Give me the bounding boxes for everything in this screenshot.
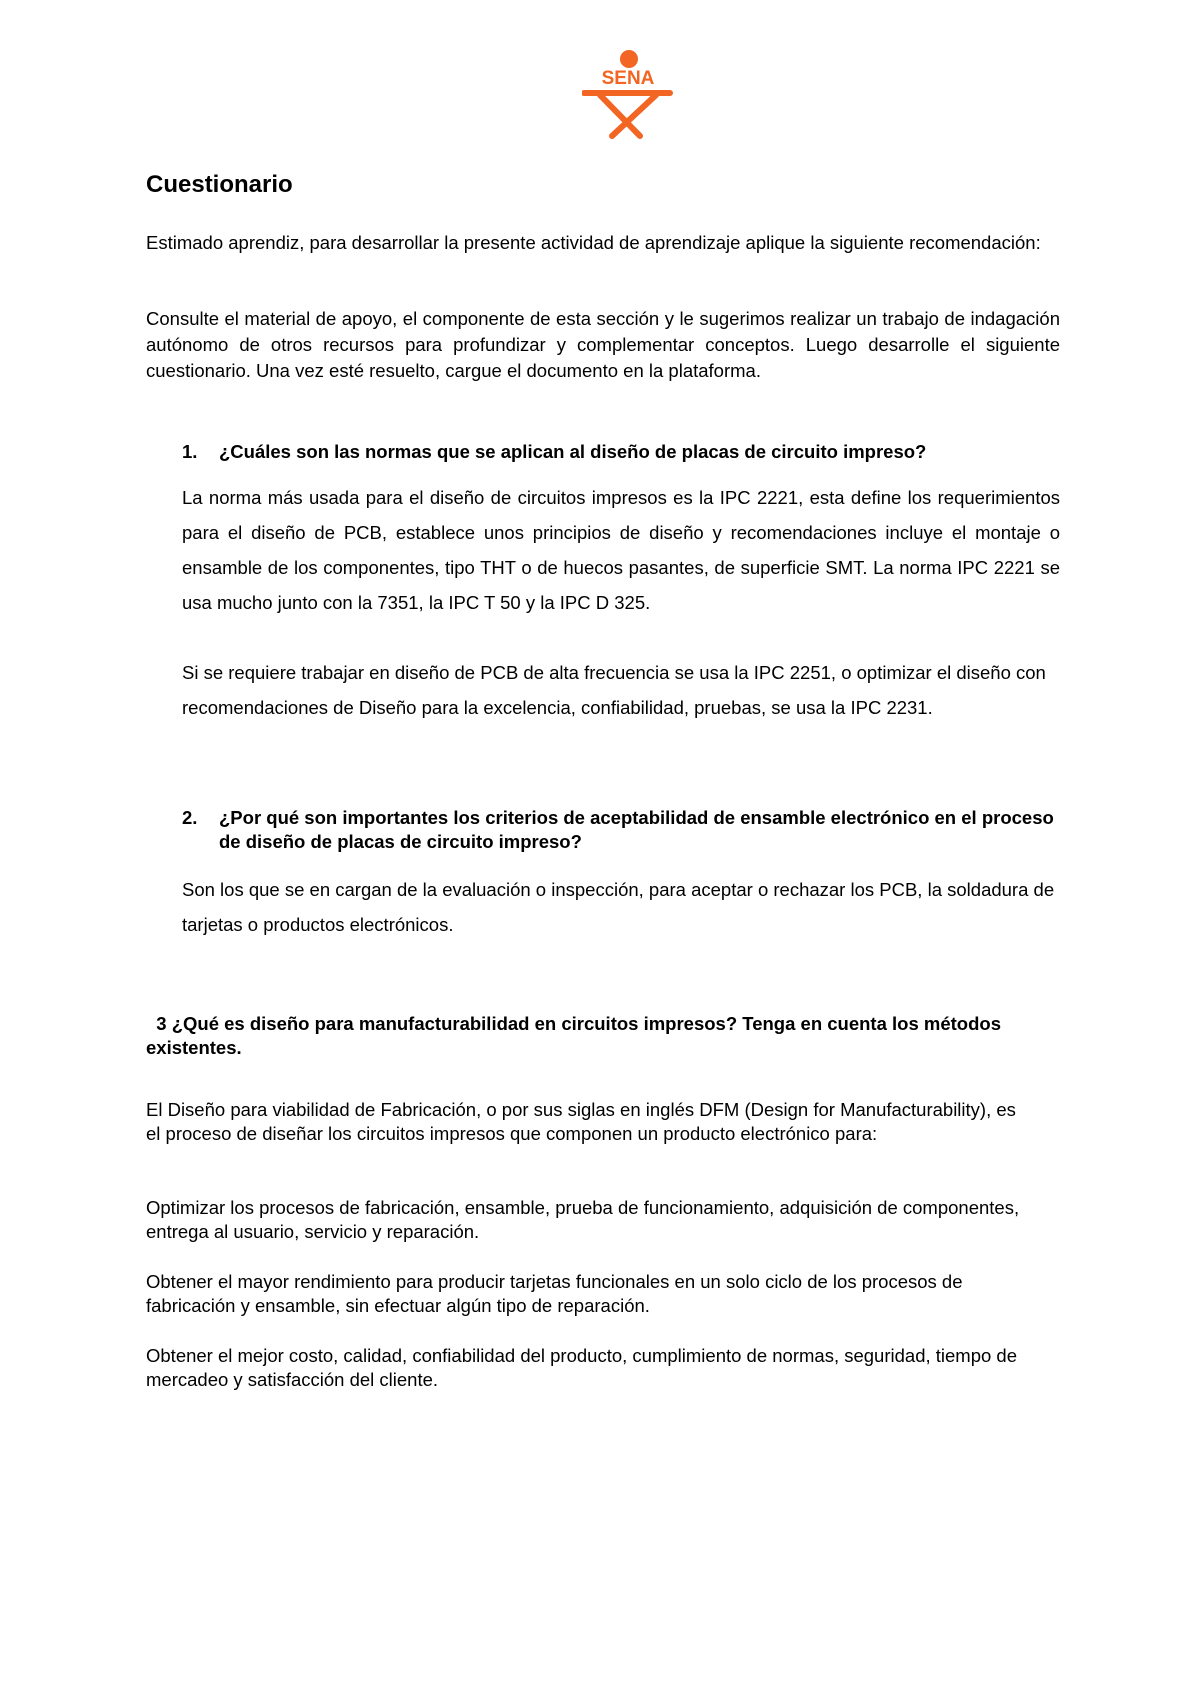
logo-text: SENA [601,68,655,89]
question-2 [182,806,1062,854]
answer-3-paragraph-1: El Diseño para viabilidad de Fabricación, o por sus siglas en inglés DFM (Design for Manufacturability), es el proceso de diseñar los circuitos impresos que componen un producto electrónico para: [146,1099,1016,1144]
intro-paragraph-2: Consulte el material de apoyo, el componente de esta sección y le sugerimos realizar un trabajo de indagación autónomo de otros recursos para profundizar y complementar conceptos. Luego desarrolle el siguiente cuestionario. Una vez esté resuelto, cargue el documento en la plataforma. [146,308,1060,381]
question-number: 3 [156,1013,167,1034]
logo-head-dot [620,50,638,68]
question-text: ¿Por qué son importantes los criterios de aceptabilidad de ensamble electrónico en el proceso de diseño de placas de circuito impreso? [219,807,1054,852]
sena-logo [582,48,674,140]
answer-2-paragraph-1: Son los que se en cargan de la evaluación o inspección, para aceptar o rechazar los PCB, la soldadura de tarjetas o productos electrónicos. [182,879,1055,935]
page-title: Cuestionario [146,171,293,198]
answer-3-paragraph-3: Obtener el mayor rendimiento para producir tarjetas funcionales en un solo ciclo de los procesos de fabricación y ensamble, sin efectuar algún tipo de reparación. [146,1271,963,1316]
question-text: ¿Cuáles son las normas que se aplican al diseño de placas de circuito impreso? [219,441,927,462]
answer-3-paragraph-2: Optimizar los procesos de fabricación, ensamble, prueba de funcionamiento, adquisición de componentes, entrega al usuario, servicio y reparación. [146,1197,1020,1242]
answer-1-paragraph-2: Si se requiere trabajar en diseño de PCB de alta frecuencia se usa la IPC 2251, o optimizar el diseño con recomendaciones de Diseño para la excelencia, confiabilidad, pruebas, se usa la IPC 2231. [182,662,1046,718]
intro-paragraph-1: Estimado aprendiz, para desarrollar la presente actividad de aprendizaje aplique la siguiente recomendación: [146,232,1041,253]
sena-logo-graphic [582,48,674,140]
question-text: ¿Qué es diseño para manufacturabilidad en circuitos impresos? Tenga en cuenta los métodos existentes. [146,1013,1001,1058]
question-1 [182,440,1060,464]
answer-3-paragraph-4: Obtener el mejor costo, calidad, confiabilidad del producto, cumplimiento de normas, seguridad, tiempo de mercadeo y satisfacción del cliente. [146,1345,1018,1390]
answer-1-paragraph-1: La norma más usada para el diseño de circuitos impresos es la IPC 2221, esta define los requerimientos para el diseño de PCB, establece unos principios de diseño y recomendaciones incluye el montaje o ensamble de los componentes, tipo THT o de huecos pasantes, de superficie SMT. La norma IPC 2221 se usa mucho junto con la 7351, la IPC T 50 y la IPC D 325. [182,487,1060,613]
question-3 [146,1012,1026,1060]
question-number: 1. [182,441,198,462]
question-number: 2. [182,807,198,828]
